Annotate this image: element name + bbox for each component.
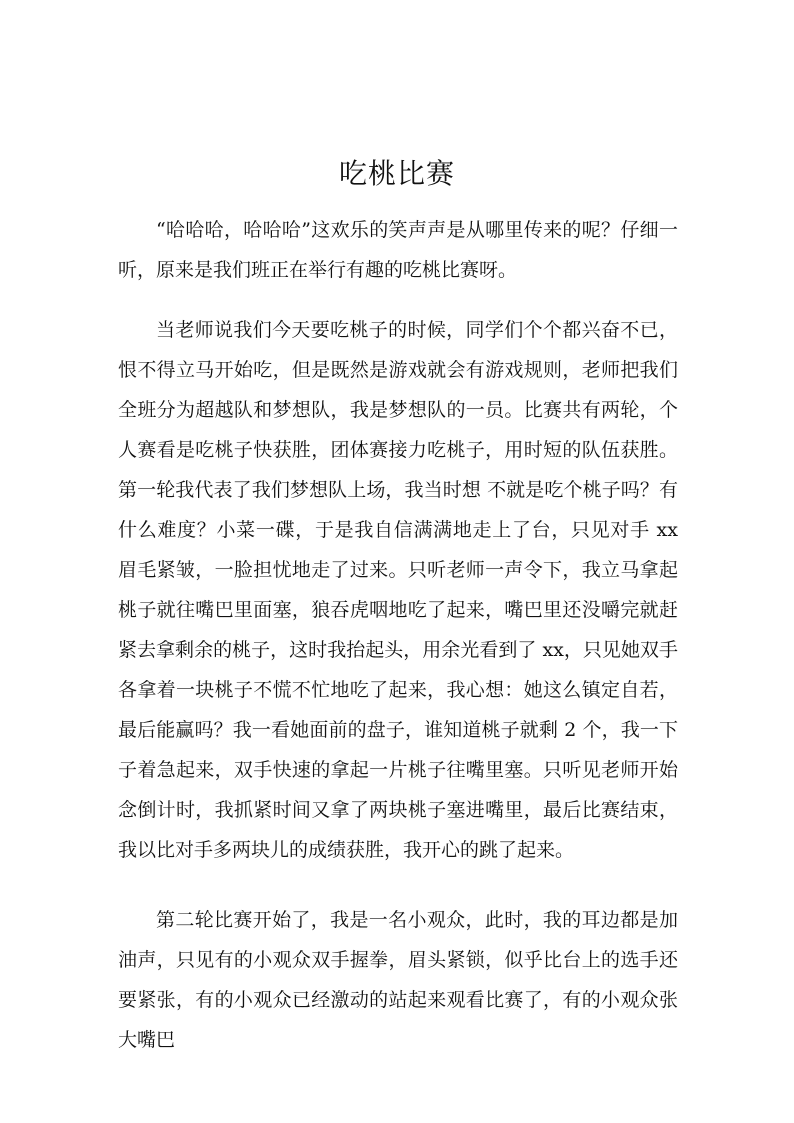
- paragraph-1-container: [118, 210, 678, 290]
- paragraph-1: “哈哈哈，哈哈哈”这欢乐的笑声声是从哪里传来的呢？仔细一听，原来是我们班正在举行有趣的吃桃比赛呀。: [118, 219, 678, 281]
- paragraph-3-container: [118, 900, 678, 1060]
- paragraph-3: 第二轮比赛开始了，我是一名小观众，此时，我的耳边都是加油声，只见有的小观众双手握拳，眉头紧锁，似乎比台上的选手还要紧张，有的小观众已经激动的站起来观看比赛了，有的小观众张大嘴巴: [118, 909, 678, 1051]
- paragraph-2-container: [118, 310, 678, 870]
- document-title: 吃桃比赛: [338, 157, 455, 190]
- paragraph-2: 当老师说我们今天要吃桃子的时候，同学们个个都兴奋不已，恨不得立马开始吃，但是既然是游戏就会有游戏规则，老师把我们全班分为超越队和梦想队，我是梦想队的一员。比赛共有两轮，个人赛看是吃桃子快获胜，团体赛接力吃桃子，用时短的队伍获胜。第一轮我代表了我们梦想队上场，我当时想 不就是吃个桃子吗？有什么难度？小菜一碟，于是我自信满满地走上了台，只见对手 xx 眉毛紧皱，一脸担忧地走了过来。只听老师一声令下，我立马拿起桃子就往嘴巴里面塞，狼吞虎咽地吃了起来，嘴巴里还没嚼完就赶紧去拿剩余的桃子，这时我抬起头，用余光看到了 xx，只见她双手各拿着一块桃子不慌不忙地吃了起来，我心想：她这么镇定自若，最后能赢吗？我一看她面前的盘子，谁知道桃子就剩 2 个，我一下子着急起来，双手快速的拿起一片桃子往嘴里塞。只听见老师开始念倒计时，我抓紧时间又拿了两块桃子塞进嘴里，最后比赛结束，我以比对手多两块儿的成绩获胜，我开心的跳了起来。: [118, 319, 678, 861]
